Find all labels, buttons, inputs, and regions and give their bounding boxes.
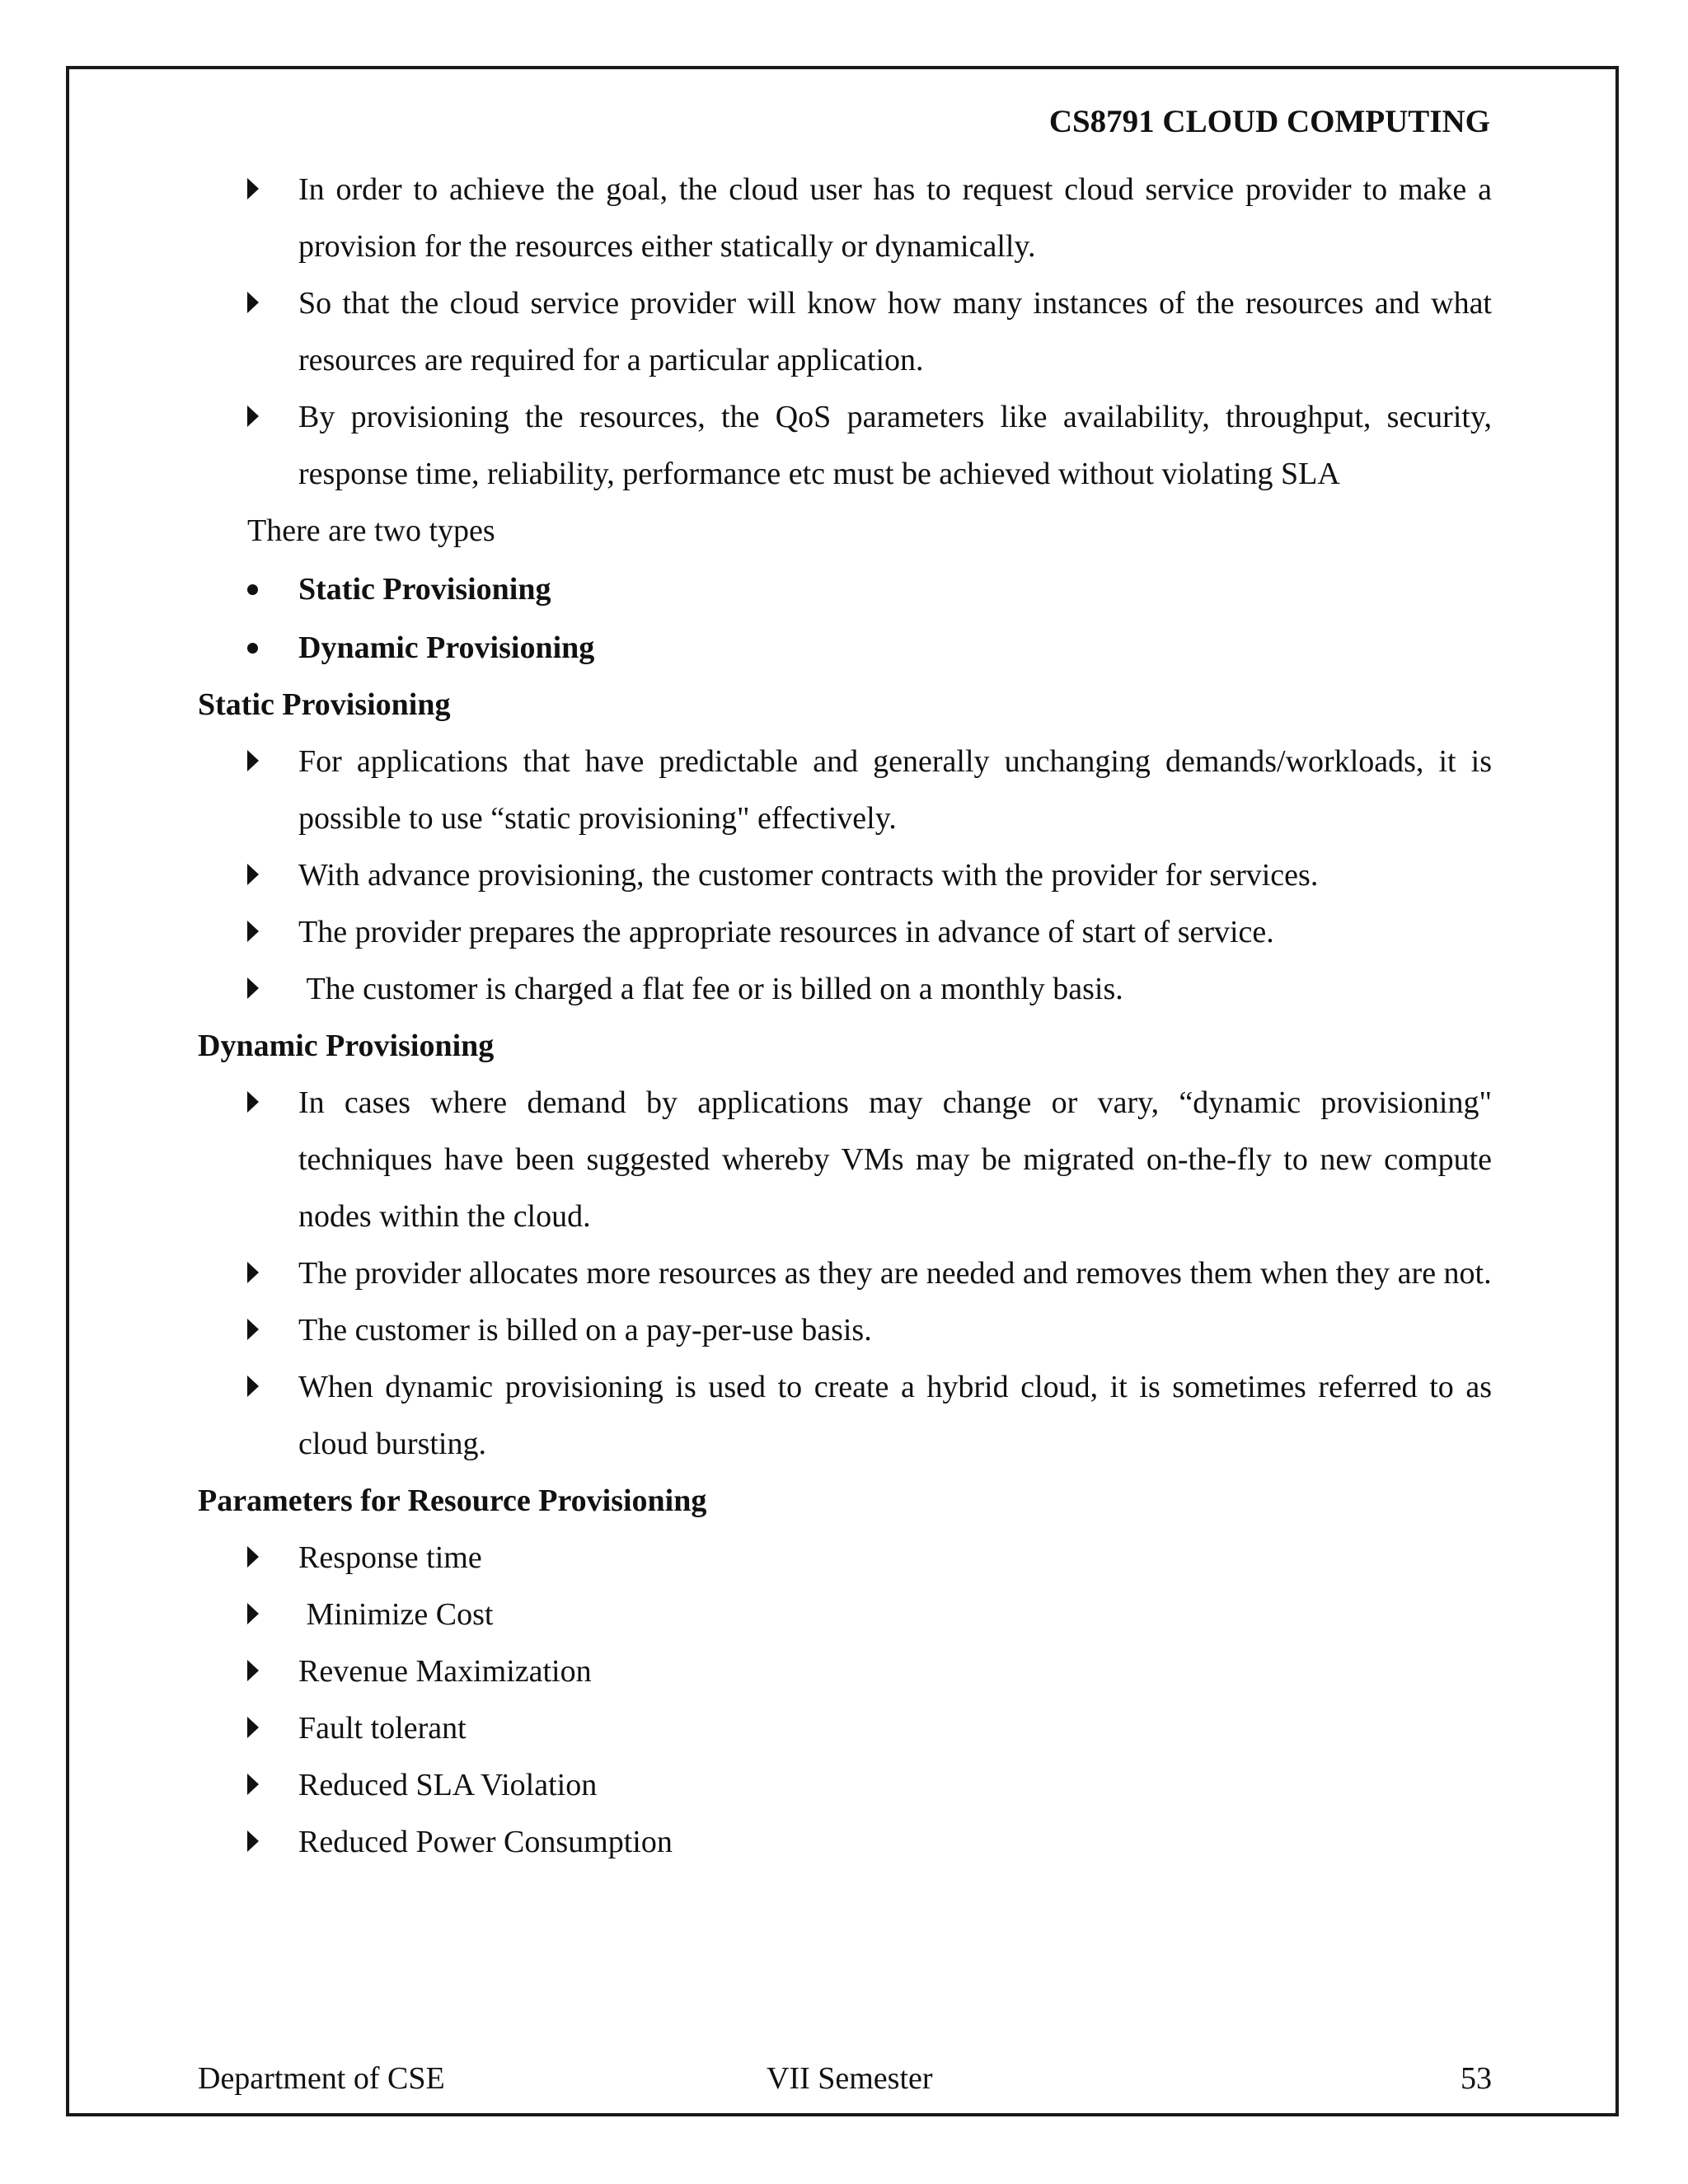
parameter-bullet: Reduced SLA Violation: [198, 1757, 1492, 1814]
static-bullet: The provider prepares the appropriate resources in advance of start of service.: [198, 904, 1492, 961]
triangle-bullet-icon: [247, 1546, 259, 1568]
triangle-bullet-icon: [247, 178, 259, 199]
dynamic-heading: Dynamic Provisioning: [198, 1029, 495, 1063]
parameter-bullet: Response time: [198, 1530, 1492, 1586]
triangle-bullet-icon: [247, 921, 259, 942]
parameter-bullet: Revenue Maximization: [198, 1643, 1492, 1700]
triangle-bullet-icon: [247, 750, 259, 771]
dot-bullet-icon: [247, 643, 258, 654]
static-bullet: For applications that have predictable and generally unchanging demands/workloads, it is possible to use “static provisioning" effectively.: [198, 733, 1492, 847]
types-intro: There are two types: [247, 513, 495, 548]
dynamic-bullet: In cases where demand by applications may change or vary, “dynamic provisioning" techniques have been suggested whereby VMs may be migrated on-the-fly to new compute nodes within the cloud.: [198, 1075, 1492, 1245]
parameters-heading: Parameters for Resource Provisioning: [198, 1483, 707, 1518]
triangle-bullet-icon: [247, 405, 259, 427]
intro-bullet: In order to achieve the goal, the cloud user has to request cloud service provider to make a provision for the resources either statically or dynamically.: [198, 162, 1492, 275]
triangle-bullet-icon: [247, 1603, 259, 1624]
type-item: Dynamic Provisioning: [198, 620, 1492, 677]
footer-page-number: 53: [1461, 2061, 1492, 2096]
type-item: Static Provisioning: [198, 561, 1492, 618]
intro-bullet: By provisioning the resources, the QoS parameters like availability, throughput, security, response time, reliability, performance etc must be achieved without violating SLA: [198, 389, 1492, 503]
static-heading: Static Provisioning: [198, 687, 451, 722]
triangle-bullet-icon: [247, 1262, 259, 1283]
parameter-bullet: Reduced Power Consumption: [198, 1814, 1492, 1871]
triangle-bullet-icon: [247, 292, 259, 313]
page-content: [198, 162, 1492, 1871]
static-bullet: With advance provisioning, the customer contracts with the provider for services.: [198, 847, 1492, 904]
dynamic-bullet: The provider allocates more resources as they are needed and removes them when they are not.: [198, 1245, 1492, 1302]
triangle-bullet-icon: [247, 1717, 259, 1738]
triangle-bullet-icon: [247, 864, 259, 885]
triangle-bullet-icon: [247, 1376, 259, 1397]
static-bullet: The customer is charged a flat fee or is billed on a monthly basis.: [198, 961, 1492, 1018]
triangle-bullet-icon: [247, 1319, 259, 1340]
triangle-bullet-icon: [247, 1774, 259, 1795]
dynamic-bullet: When dynamic provisioning is used to create a hybrid cloud, it is sometimes referred to as cloud bursting.: [198, 1359, 1492, 1473]
parameter-bullet: Fault tolerant: [198, 1700, 1492, 1757]
dot-bullet-icon: [247, 584, 258, 595]
triangle-bullet-icon: [247, 977, 259, 999]
intro-bullet: So that the cloud service provider will know how many instances of the resources and what resources are required for a particular application.: [198, 275, 1492, 389]
footer-semester: VII Semester: [767, 2061, 933, 2096]
dynamic-bullet: The customer is billed on a pay-per-use basis.: [198, 1302, 1492, 1359]
triangle-bullet-icon: [247, 1660, 259, 1681]
triangle-bullet-icon: [247, 1091, 259, 1113]
footer-department: Department of CSE: [198, 2061, 445, 2096]
triangle-bullet-icon: [247, 1830, 259, 1852]
parameter-bullet: Minimize Cost: [198, 1586, 1492, 1643]
course-title: CS8791 CLOUD COMPUTING: [1048, 104, 1490, 139]
